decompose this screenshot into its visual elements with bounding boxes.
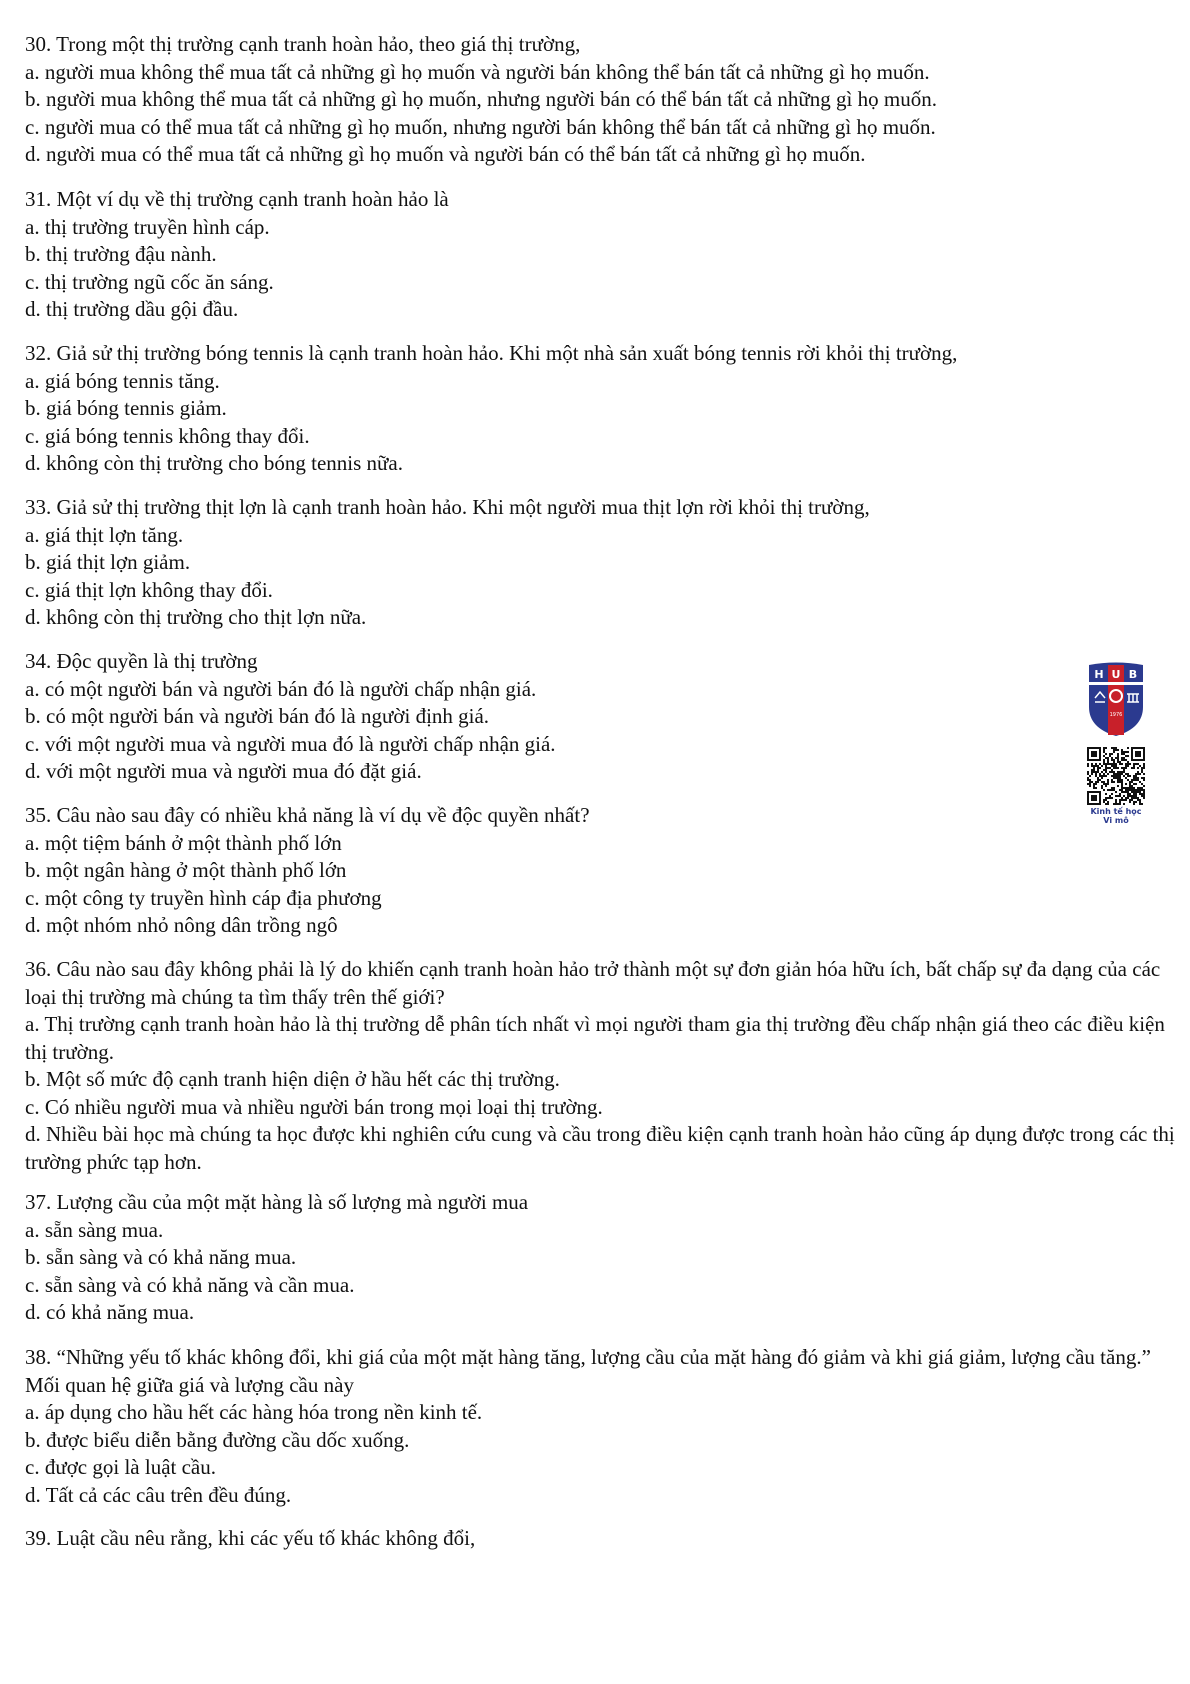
answer-option-a: a. Thị trường cạnh tranh hoàn hảo là thị trường dễ phân tích nhất vì mọi người tham gia thị trường đều chấp nhận giá theo các điều kiện thị trường. (25, 1012, 1165, 1064)
question-stem: 38. “Những yếu tố khác không đổi, khi giá của một mặt hàng tăng, lượng cầu của mặt hàng đó giảm và khi giá giảm, lượng cầu tăng.” Mối quan hệ giữa giá và lượng cầu này (25, 1345, 1151, 1397)
answer-option-b: b. Một số mức độ cạnh tranh hiện diện ở hầu hết các thị trường. (25, 1067, 560, 1091)
question-30 (25, 31, 1175, 169)
logo-letter-u: U (1111, 668, 1121, 681)
answer-option-b: b. giá bóng tennis giảm. (25, 396, 227, 420)
answer-option-b: b. giá thịt lợn giảm. (25, 550, 191, 574)
answer-option-d: d. không còn thị trường cho bóng tennis nữa. (25, 451, 403, 475)
answer-option-d: d. một nhóm nhỏ nông dân trồng ngô (25, 913, 338, 937)
question-stem: 39. Luật cầu nêu rằng, khi các yếu tố khác không đổi, (25, 1526, 476, 1550)
question-39 (25, 1525, 1175, 1553)
answer-option-b: b. thị trường đậu nành. (25, 242, 217, 266)
question-stem: 34. Độc quyền là thị trường (25, 649, 258, 673)
hub-shield-logo (1085, 662, 1147, 737)
answer-option-c: c. giá bóng tennis không thay đổi. (25, 423, 310, 448)
answer-option-d: d. không còn thị trường cho thịt lợn nữa. (25, 605, 367, 629)
answer-option-d: d. người mua có thể mua tất cả những gì họ muốn và người bán có thể bán tất cả những gì họ muốn. (25, 142, 866, 166)
question-stem: 36. Câu nào sau đây không phải là lý do khiến cạnh tranh hoàn hảo trở thành một sự đơn giản hóa hữu ích, bất chấp sự đa dạng của các loại thị trường mà chúng ta tìm thấy trên thế giới? (25, 957, 1161, 1009)
question-37 (25, 1189, 1175, 1327)
question-34 (25, 648, 1065, 786)
answer-option-c: c. sẵn sàng và có khả năng và cần mua. (25, 1272, 355, 1297)
question-31 (25, 186, 1175, 324)
question-35 (25, 802, 1175, 940)
question-stem: 31. Một ví dụ về thị trường cạnh tranh hoàn hảo là (25, 187, 449, 211)
answer-option-b: b. một ngân hàng ở một thành phố lớn (25, 858, 347, 882)
answer-option-a: a. áp dụng cho hầu hết các hàng hóa trong nền kinh tế. (25, 1400, 483, 1424)
logo-year: 1976 (1109, 712, 1123, 718)
question-36 (25, 956, 1175, 1176)
answer-option-c: c. được gọi là luật cầu. (25, 1455, 216, 1479)
question-stem: 37. Lượng cầu của một mặt hàng là số lượng mà người mua (25, 1190, 529, 1214)
hub-logo-block (1085, 662, 1147, 852)
answer-option-a: a. người mua không thể mua tất cả những gì họ muốn và người bán không thể bán tất cả những gì họ muốn. (25, 59, 930, 84)
question-stem: 30. Trong một thị trường cạnh tranh hoàn hảo, theo giá thị trường, (25, 32, 581, 56)
subject-label-line1: Kinh tế học (1090, 806, 1142, 816)
subject-label-line2: Vi mô (1103, 815, 1129, 825)
answer-option-c: c. với một người mua và người mua đó là người chấp nhận giá. (25, 731, 556, 756)
question-stem: 35. Câu nào sau đây có nhiều khả năng là ví dụ về độc quyền nhất? (25, 803, 590, 827)
question-38 (25, 1344, 1175, 1509)
answer-option-a: a. thị trường truyền hình cáp. (25, 214, 270, 239)
question-stem: 32. Giả sử thị trường bóng tennis là cạnh tranh hoàn hảo. Khi một nhà sản xuất bóng tennis rời khỏi thị trường, (25, 341, 958, 365)
question-32 (25, 340, 1175, 478)
answer-option-c: c. người mua có thể mua tất cả những gì họ muốn, nhưng người bán không thể bán tất cả những gì họ muốn. (25, 114, 936, 139)
answer-option-a: a. có một người bán và người bán đó là người chấp nhận giá. (25, 676, 537, 701)
logo-letter-b: B (1128, 668, 1138, 681)
question-33 (25, 494, 1175, 632)
answer-option-c: c. giá thịt lợn không thay đổi. (25, 577, 273, 602)
answer-option-d: d. Nhiều bài học mà chúng ta học được khi nghiên cứu cung và cầu trong điều kiện cạnh tranh hoàn hảo cũng áp dụng được trong các thị trường phức tạp hơn. (25, 1122, 1175, 1174)
answer-option-c: c. thị trường ngũ cốc ăn sáng. (25, 269, 274, 294)
logo-letter-h: H (1094, 668, 1104, 681)
answer-option-a: a. giá thịt lợn tăng. (25, 522, 184, 547)
answer-option-b: b. người mua không thể mua tất cả những gì họ muốn, nhưng người bán có thể bán tất cả những gì họ muốn. (25, 87, 937, 111)
answer-option-d: d. Tất cả các câu trên đều đúng. (25, 1482, 292, 1507)
answer-option-c: c. một công ty truyền hình cáp địa phương (25, 885, 382, 910)
answer-option-a: a. một tiệm bánh ở một thành phố lớn (25, 830, 342, 855)
answer-option-b: b. có một người bán và người bán đó là người định giá. (25, 704, 490, 728)
answer-option-c: c. Có nhiều người mua và nhiều người bán trong mọi loại thị trường. (25, 1094, 603, 1119)
answer-option-a: a. giá bóng tennis tăng. (25, 368, 220, 393)
qr-code-icon (1085, 745, 1147, 807)
question-stem: 33. Giả sử thị trường thịt lợn là cạnh tranh hoàn hảo. Khi một người mua thịt lợn rời khỏi thị trường, (25, 495, 870, 519)
answer-option-d: d. có khả năng mua. (25, 1300, 195, 1324)
answer-option-b: b. sẵn sàng và có khả năng mua. (25, 1245, 297, 1269)
answer-option-d: d. với một người mua và người mua đó đặt giá. (25, 759, 422, 783)
answer-option-a: a. sẵn sàng mua. (25, 1217, 164, 1242)
answer-option-b: b. được biểu diễn bằng đường cầu dốc xuống. (25, 1427, 410, 1452)
answer-option-d: d. thị trường dầu gội đầu. (25, 297, 239, 321)
